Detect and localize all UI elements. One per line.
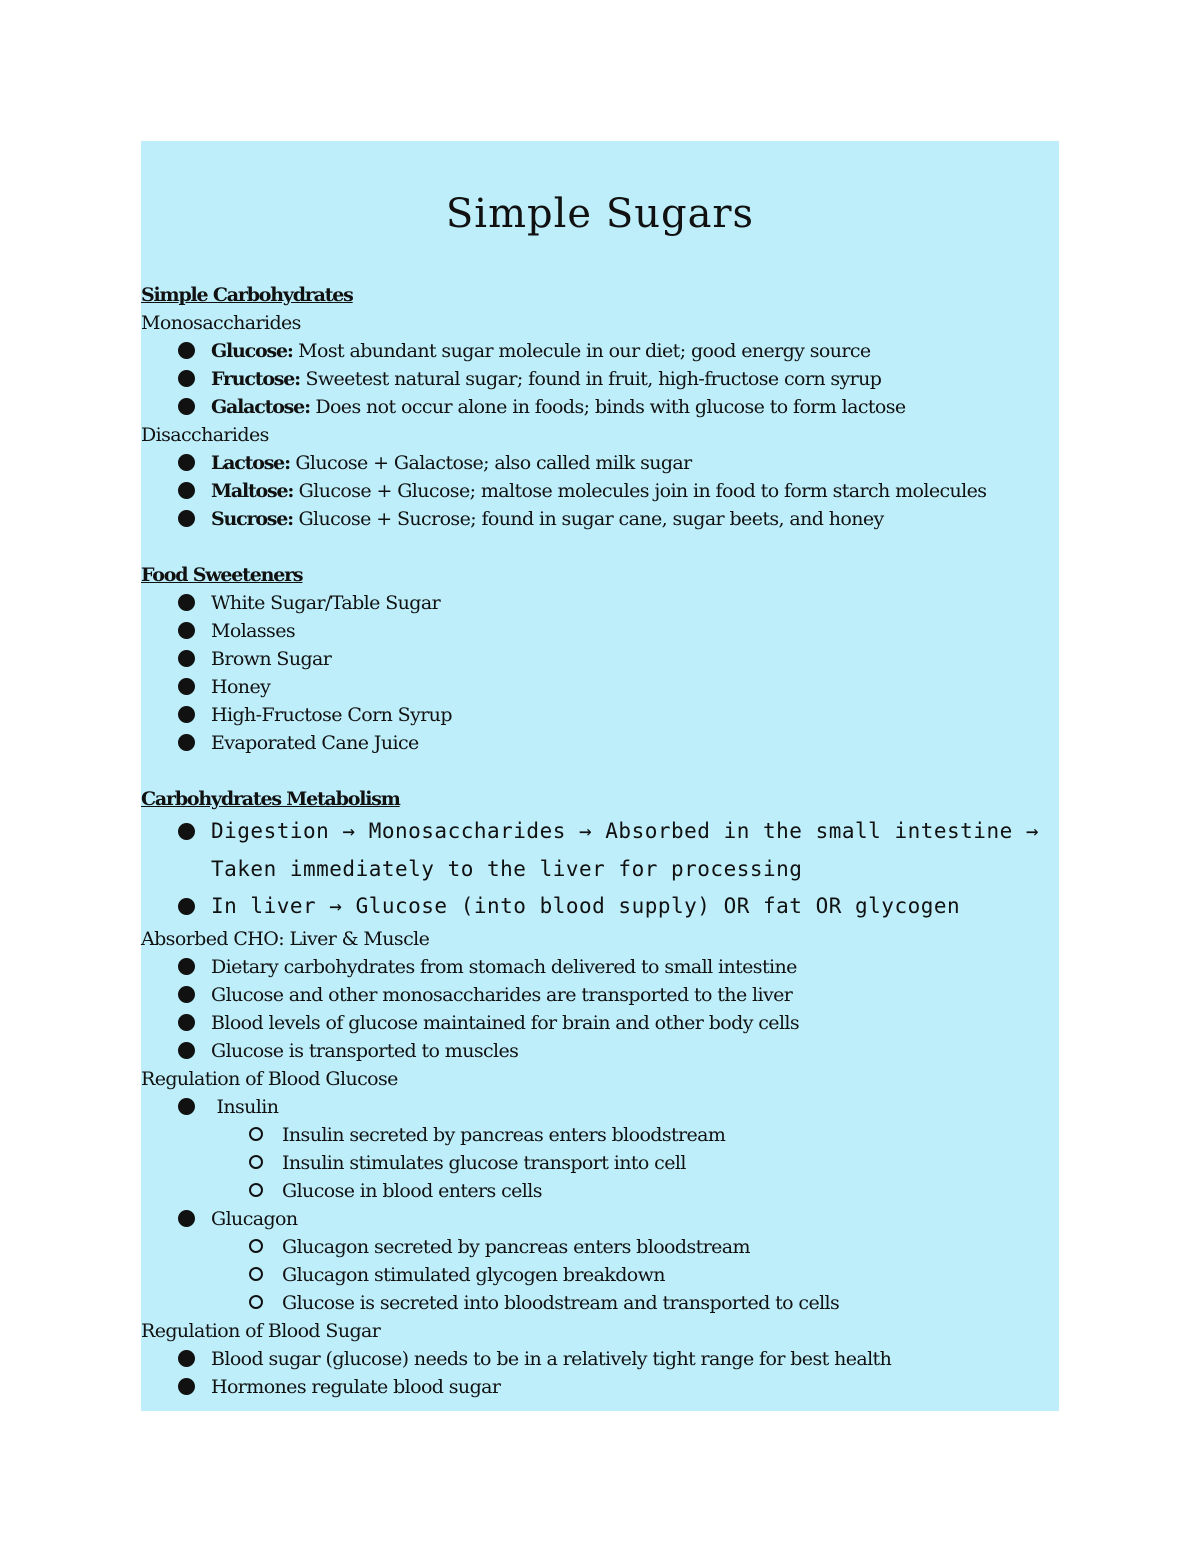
list-item: Glucose and other monosaccharides are transported to the liver (211, 984, 793, 1006)
page-title: Simple Sugars (445, 191, 755, 237)
sub-list-item: Glucagon stimulated glycogen breakdown (282, 1264, 665, 1286)
list-item: Fructose: Sweetest natural sugar; found in fruit, high-fructose corn syrup (211, 368, 882, 390)
section-heading-simple-carbohydrates: Simple Carbohydrates (141, 284, 353, 306)
bullet-icon (178, 958, 195, 975)
bullet-icon (178, 454, 195, 471)
list-item: Glucose: Most abundant sugar molecule in our diet; good energy source (211, 340, 871, 362)
bullet-icon (178, 1350, 195, 1367)
subheading-regulation-blood-sugar: Regulation of Blood Sugar (141, 1320, 381, 1342)
list-item: Digestion → Monosaccharides → Absorbed in the small intestine → (211, 819, 1040, 843)
bullet-icon (178, 482, 195, 499)
circle-bullet-icon (249, 1267, 263, 1281)
bullet-icon (178, 594, 195, 611)
circle-bullet-icon (249, 1183, 263, 1197)
list-item: Honey (211, 676, 271, 698)
bullet-icon (178, 1098, 195, 1115)
bullet-icon (178, 342, 195, 359)
subheading-monosaccharides: Monosaccharides (141, 312, 301, 334)
circle-bullet-icon (249, 1155, 263, 1169)
bullet-icon (178, 1042, 195, 1059)
list-item: Evaporated Cane Juice (211, 732, 419, 754)
circle-bullet-icon (249, 1127, 263, 1141)
bullet-icon (178, 678, 195, 695)
list-item: Blood sugar (glucose) needs to be in a relatively tight range for best health (211, 1348, 892, 1370)
sub-list-item: Glucose is secreted into bloodstream and transported to cells (282, 1292, 840, 1314)
section-heading-food-sweeteners: Food Sweeteners (141, 564, 303, 586)
list-item: Lactose: Glucose + Galactose; also called milk sugar (211, 452, 692, 474)
section-heading-carbohydrates-metabolism: Carbohydrates Metabolism (141, 788, 400, 810)
sub-list-item: Glucagon secreted by pancreas enters bloodstream (282, 1236, 750, 1258)
subheading-disaccharides: Disaccharides (141, 424, 269, 446)
list-item: Brown Sugar (211, 648, 332, 670)
circle-bullet-icon (249, 1239, 263, 1253)
bullet-icon (178, 622, 195, 639)
list-item: Blood levels of glucose maintained for brain and other body cells (211, 1012, 800, 1034)
bullet-icon (178, 1378, 195, 1395)
bullet-icon (178, 823, 195, 840)
list-item: Maltose: Glucose + Glucose; maltose molecules join in food to form starch molecules (211, 480, 987, 502)
list-item: In liver → Glucose (into blood supply) OR fat OR glycogen (211, 894, 961, 918)
bullet-icon (178, 986, 195, 1003)
bullet-icon (178, 1014, 195, 1031)
list-item: Hormones regulate blood sugar (211, 1376, 501, 1398)
subheading-absorbed-cho: Absorbed CHO: Liver & Muscle (141, 928, 430, 950)
bullet-icon (178, 398, 195, 415)
subheading-regulation-blood-glucose: Regulation of Blood Glucose (141, 1068, 398, 1090)
list-item-insulin: Insulin (211, 1096, 279, 1118)
circle-bullet-icon (249, 1295, 263, 1309)
list-item: Galactose: Does not occur alone in foods; binds with glucose to form lactose (211, 396, 906, 418)
bullet-icon (178, 1210, 195, 1227)
list-item-glucagon: Glucagon (211, 1208, 298, 1230)
bullet-icon (178, 706, 195, 723)
bullet-icon (178, 650, 195, 667)
sub-list-item: Insulin secreted by pancreas enters bloodstream (282, 1124, 726, 1146)
list-item-continuation: Taken immediately to the liver for processing (211, 857, 803, 881)
list-item: Dietary carbohydrates from stomach delivered to small intestine (211, 956, 797, 978)
bullet-icon (178, 370, 195, 387)
list-item: Molasses (211, 620, 295, 642)
list-item: Glucose is transported to muscles (211, 1040, 519, 1062)
list-item: Sucrose: Glucose + Sucrose; found in sugar cane, sugar beets, and honey (211, 508, 884, 530)
bullet-icon (178, 898, 195, 915)
sub-list-item: Glucose in blood enters cells (282, 1180, 542, 1202)
list-item: High-Fructose Corn Syrup (211, 704, 452, 726)
sub-list-item: Insulin stimulates glucose transport into cell (282, 1152, 686, 1174)
bullet-icon (178, 734, 195, 751)
list-item: White Sugar/Table Sugar (211, 592, 441, 614)
bullet-icon (178, 510, 195, 527)
